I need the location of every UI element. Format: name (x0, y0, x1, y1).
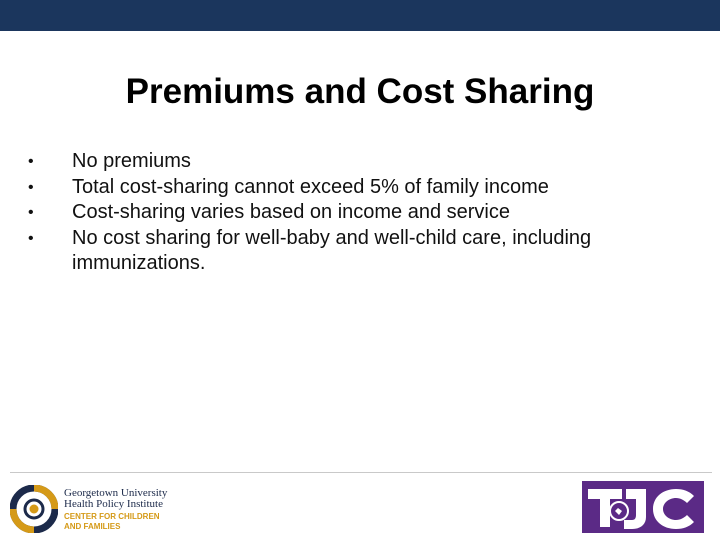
bullet-text: No cost sharing for well-baby and well-child care, including immunizations. (72, 226, 592, 274)
tjc-logo (582, 481, 704, 533)
bullet-item (28, 226, 688, 277)
bullet-marker: • (28, 178, 34, 196)
top-banner-bar (0, 0, 720, 31)
georgetown-wordmark (64, 488, 182, 531)
georgetown-seal-icon (10, 485, 58, 533)
bullet-item (28, 200, 688, 226)
logo-center-name-2: AND FAMILIES (64, 521, 121, 531)
footer-divider (10, 472, 712, 473)
georgetown-logo (10, 485, 180, 535)
slide-title: Premiums and Cost Sharing (125, 72, 595, 111)
bullet-list (28, 149, 688, 277)
bullet-marker: • (28, 153, 34, 170)
bullet-item (28, 149, 688, 175)
bullet-text: No premiums (72, 150, 191, 172)
bullet-text: Cost-sharing varies based on income and service (72, 201, 510, 223)
bullet-item (28, 175, 688, 201)
logo-institute-name: Health Policy Institute (64, 498, 163, 510)
bullet-marker: • (28, 229, 34, 247)
logo-center-name: CENTER FOR CHILDREN (64, 512, 160, 521)
bullet-text: Total cost-sharing cannot exceed 5% of family income (72, 175, 549, 198)
bullet-marker: • (28, 204, 34, 221)
logo-university-name: Georgetown University (64, 487, 168, 499)
tjc-logo-icon (582, 481, 704, 533)
